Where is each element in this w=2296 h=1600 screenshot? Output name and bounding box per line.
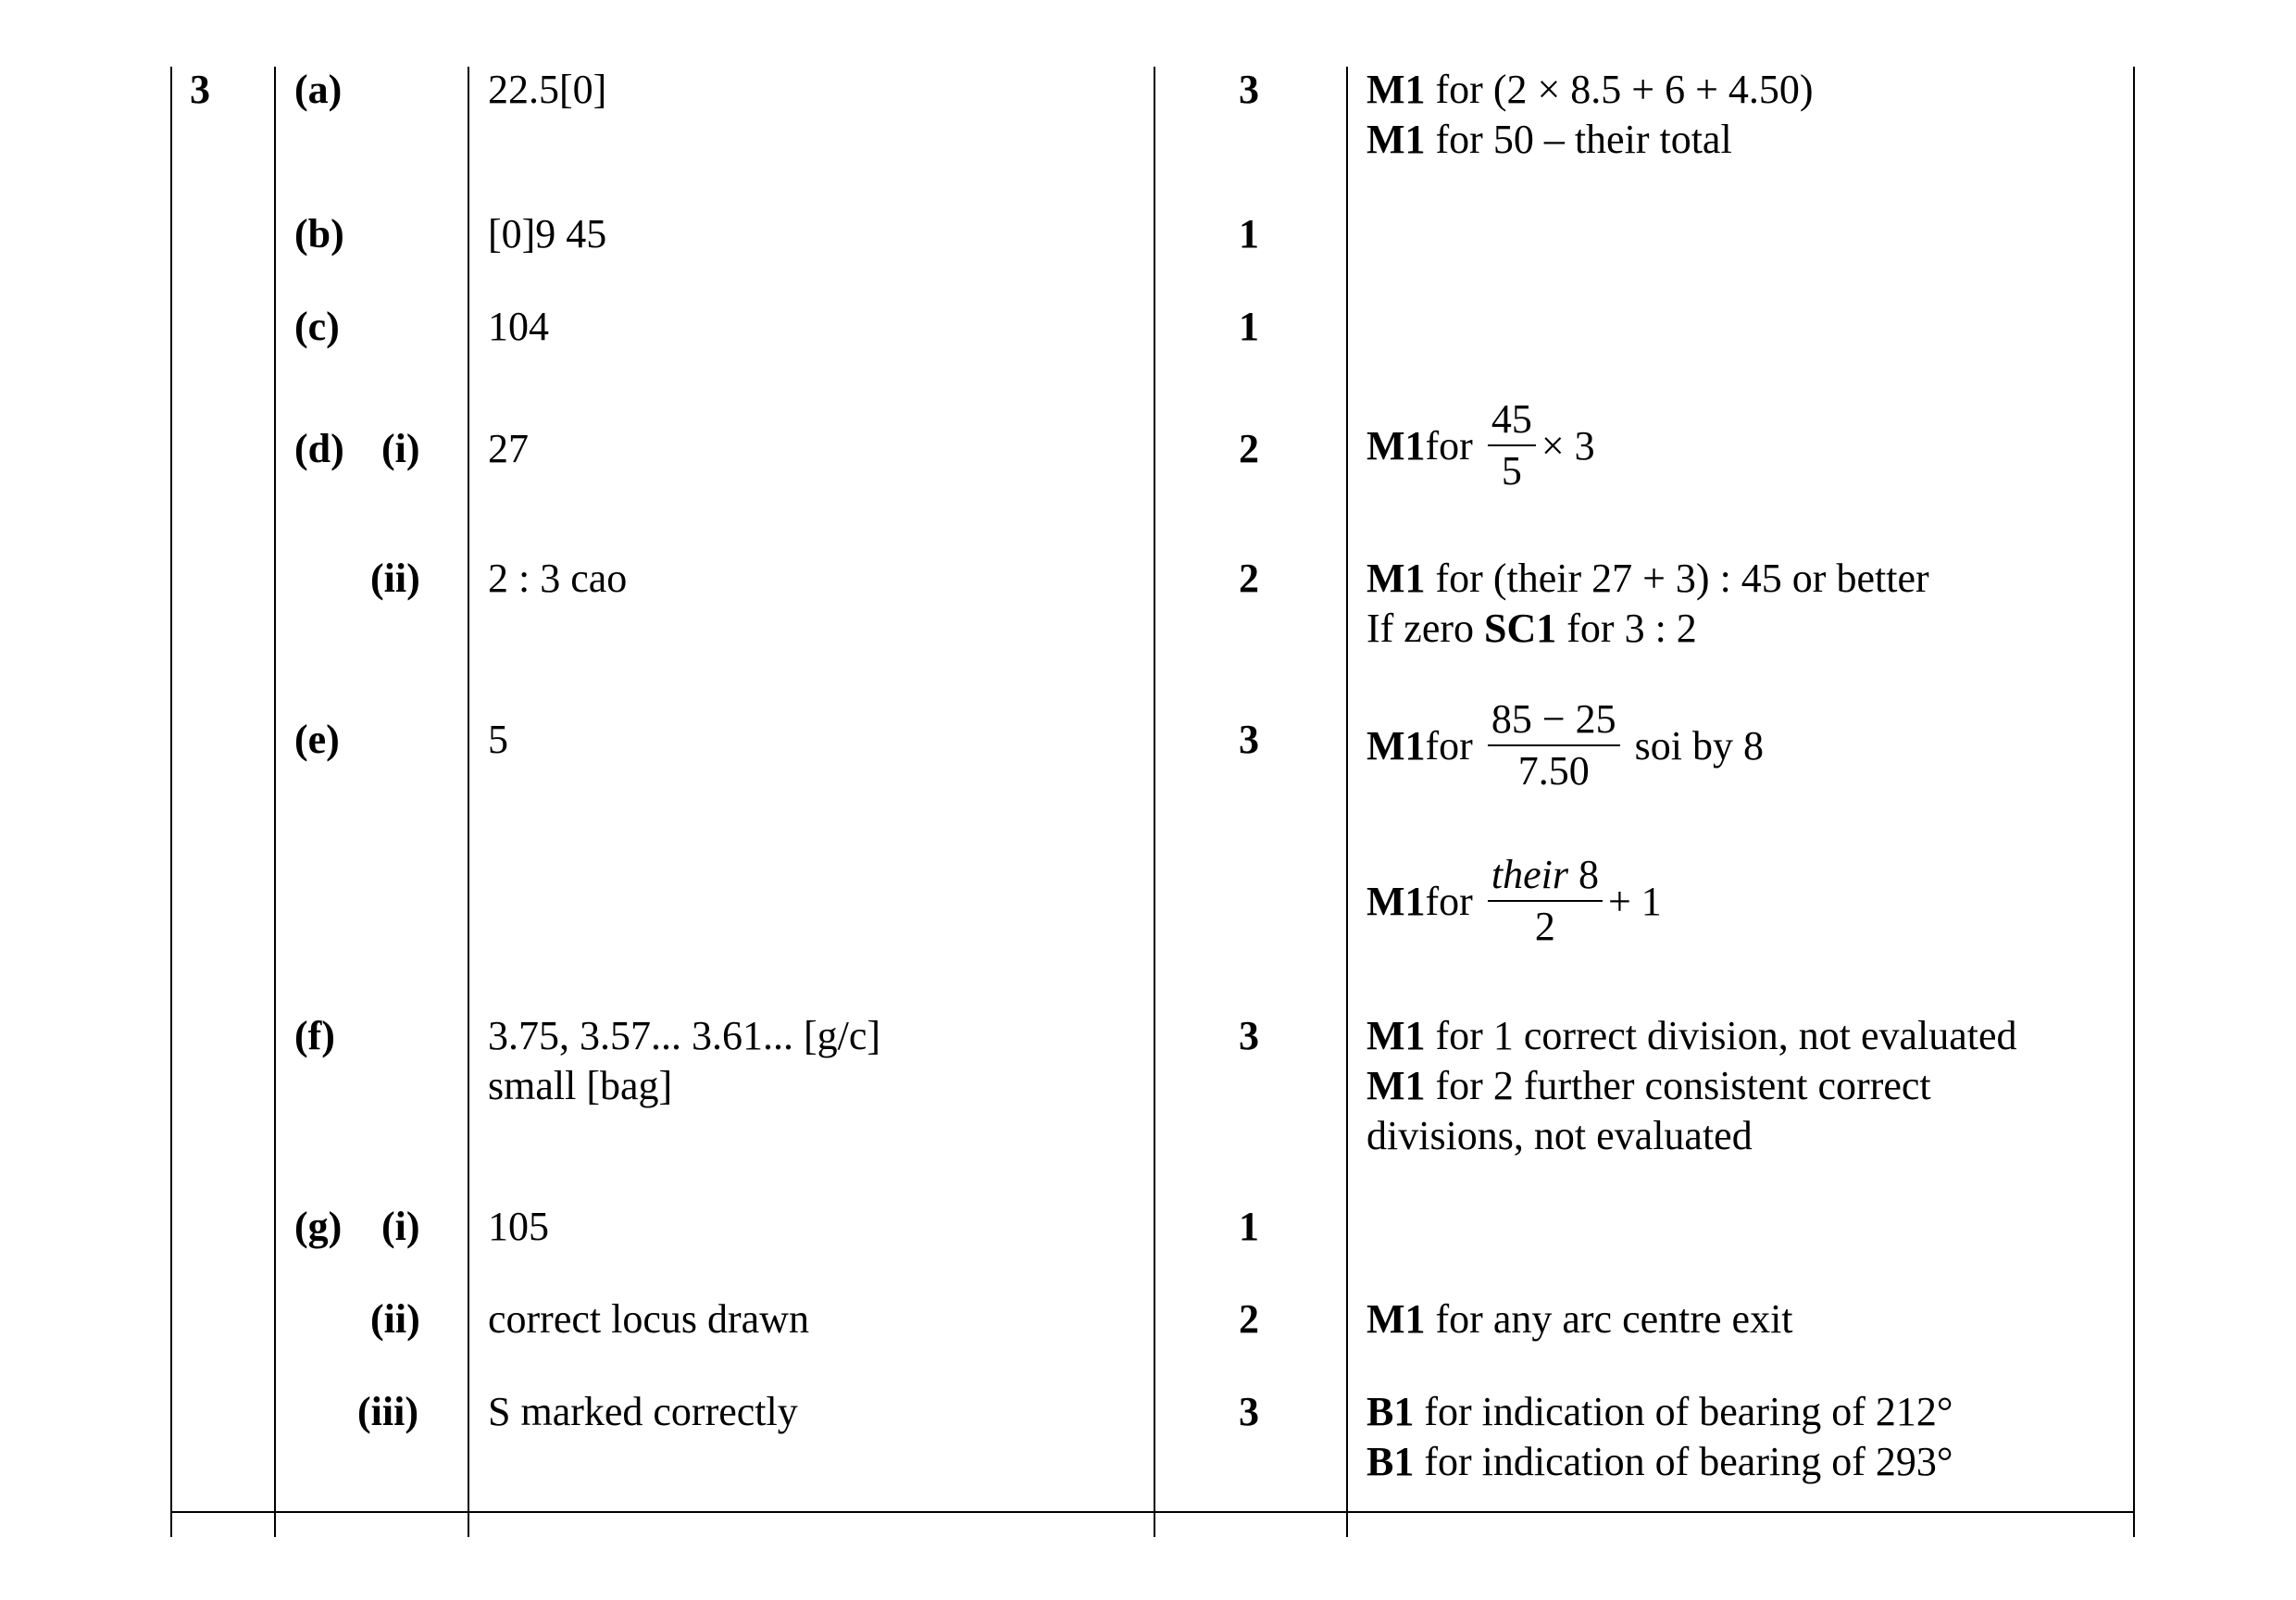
marks-value: 1	[1239, 211, 1259, 256]
subpart-label: (ii)	[370, 556, 420, 601]
guidance-text: for 50 – their total	[1425, 117, 1732, 162]
mark-code: M1	[1366, 67, 1426, 112]
answer-text: 105	[488, 1204, 549, 1249]
guidance-text: for indication of bearing of 212°	[1414, 1389, 1953, 1434]
fraction	[1488, 396, 1536, 494]
table-border-left	[170, 67, 172, 1537]
marks-value: 3	[1239, 1013, 1259, 1058]
guidance-text: for 3 : 2	[1556, 606, 1697, 651]
part-label: (e)	[294, 717, 340, 762]
fraction-numerator-value: 8	[1567, 852, 1599, 897]
answer-text: S marked correctly	[488, 1389, 798, 1434]
row-bottom-rule	[170, 1511, 2133, 1513]
answer-text: 22.5[0]	[488, 67, 607, 112]
fraction-denominator: 2	[1534, 904, 1555, 949]
column-divider-question	[274, 67, 276, 1537]
guidance-fraction-line	[1366, 696, 1764, 794]
guidance-text: for	[1425, 878, 1473, 924]
part-label: (f)	[294, 1013, 335, 1058]
guidance-line	[1366, 1061, 1931, 1110]
guidance-line	[1366, 604, 1697, 653]
answer-text: 104	[488, 304, 549, 349]
guidance-text: for	[1425, 722, 1473, 769]
guidance-text: for	[1425, 422, 1473, 469]
answer-text: [0]9 45	[488, 211, 607, 256]
guidance-line	[1366, 1294, 1793, 1344]
guidance-line	[1366, 1011, 2017, 1060]
guidance-line	[1366, 65, 1814, 114]
answer-text: 3.75, 3.57... 3.61... [g/c]	[488, 1013, 881, 1058]
table-border-right	[2133, 67, 2135, 1537]
marks-value: 3	[1239, 67, 1259, 112]
fraction	[1488, 696, 1620, 794]
fraction-numerator	[1488, 852, 1603, 902]
mark-code: M1	[1366, 1013, 1426, 1058]
guidance-line	[1366, 554, 1929, 603]
marks-value: 1	[1239, 304, 1259, 349]
marks-value: 1	[1239, 1204, 1259, 1249]
fraction-numerator-italic: their	[1491, 852, 1568, 897]
answer-text: 27	[488, 426, 529, 471]
guidance-text: for any arc centre exit	[1425, 1296, 1793, 1342]
answer-text: 5	[488, 717, 508, 762]
guidance-text: for (2 × 8.5 + 6 + 4.50)	[1425, 67, 1814, 112]
mark-code: B1	[1366, 1439, 1415, 1484]
guidance-text: for 2 further consistent correct	[1425, 1063, 1931, 1108]
guidance-line	[1366, 1387, 1953, 1436]
marks-value: 2	[1239, 1296, 1259, 1342]
mark-code: M1	[1366, 422, 1426, 469]
mark-code: M1	[1366, 1296, 1426, 1342]
guidance-text: for indication of bearing of 293°	[1414, 1439, 1953, 1484]
mark-code: M1	[1366, 556, 1426, 601]
column-divider-part	[468, 67, 469, 1537]
column-divider-answer	[1154, 67, 1155, 1537]
marks-value: 2	[1239, 556, 1259, 601]
subpart-label: (i)	[381, 426, 420, 471]
question-number: 3	[190, 67, 210, 112]
fraction-numerator: 85 − 25	[1488, 696, 1620, 746]
guidance-fraction-line	[1366, 852, 1662, 950]
guidance-text: + 1	[1607, 878, 1662, 924]
answer-text: correct locus drawn	[488, 1296, 809, 1342]
fraction-denominator: 5	[1501, 448, 1522, 494]
mark-code: B1	[1366, 1389, 1415, 1434]
mark-code: SC1	[1484, 606, 1557, 651]
subpart-label: (ii)	[370, 1296, 420, 1342]
column-divider-marks	[1346, 67, 1348, 1537]
marks-value: 3	[1239, 1389, 1259, 1434]
answer-text: small [bag]	[488, 1063, 673, 1108]
guidance-line	[1366, 115, 1732, 164]
subpart-label: (iii)	[357, 1389, 418, 1434]
answer-text: 2 : 3 cao	[488, 556, 628, 601]
part-label: (b)	[294, 211, 344, 256]
part-label: (c)	[294, 304, 340, 349]
mark-code: M1	[1366, 1063, 1426, 1108]
subpart-label: (i)	[381, 1204, 420, 1249]
mark-code: M1	[1366, 878, 1426, 924]
mark-code: M1	[1366, 722, 1426, 769]
guidance-text: for (their 27 + 3) : 45 or better	[1425, 556, 1929, 601]
mark-code: M1	[1366, 117, 1426, 162]
guidance-line	[1366, 1437, 1953, 1486]
fraction	[1488, 852, 1603, 950]
guidance-text: If zero	[1366, 606, 1485, 651]
guidance-text: divisions, not evaluated	[1366, 1113, 1753, 1158]
guidance-fraction-line	[1366, 396, 1595, 494]
guidance-text: × 3	[1541, 422, 1595, 469]
guidance-text: soi by 8	[1634, 722, 1765, 769]
fraction-numerator: 45	[1488, 396, 1536, 446]
part-label: (a)	[294, 67, 343, 112]
fraction-denominator: 7.50	[1517, 748, 1590, 794]
guidance-line	[1366, 1111, 1753, 1160]
marks-value: 2	[1239, 426, 1259, 471]
part-label: (g)	[294, 1204, 343, 1249]
guidance-text: for 1 correct division, not evaluated	[1425, 1013, 2017, 1058]
part-label: (d)	[294, 426, 344, 471]
marks-value: 3	[1239, 717, 1259, 762]
